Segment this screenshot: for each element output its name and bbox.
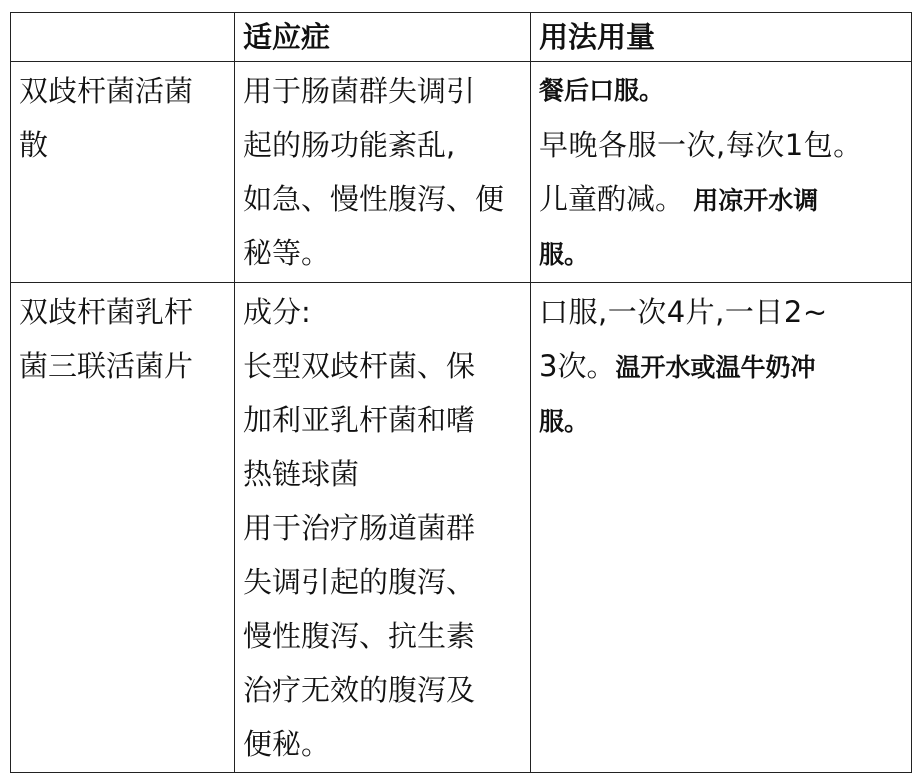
header-row (11, 13, 912, 62)
header-cell-name (11, 13, 235, 62)
indication-line: 用于治疗肠道菌群 (243, 511, 476, 545)
usage-line: 口服,一次4片,一日2~ (539, 295, 828, 329)
usage-cell (531, 62, 912, 283)
indication-line: 加利亚乳杆菌和嗜 (243, 403, 476, 437)
usage-bold-text: 用凉开水调 (693, 186, 819, 215)
indication-line: 慢性腹泻、抗生素 (243, 619, 476, 653)
drug-table (10, 12, 912, 773)
indication-line: 用于肠菌群失调引 (243, 74, 476, 108)
drug-name-cell (11, 62, 235, 283)
usage-text: 儿童酌减。 (539, 182, 685, 216)
table-row (11, 283, 912, 773)
indication-cell (235, 283, 531, 773)
indication-line: 便秘。 (243, 727, 331, 761)
indication-line: 热链球菌 (243, 457, 360, 491)
usage-line: 餐后口服。 (539, 76, 665, 105)
usage-line (539, 172, 903, 228)
usage-text: 3次。 (539, 349, 616, 383)
indication-line: 失调引起的腹泻、 (243, 565, 476, 599)
indication-cell (235, 62, 531, 283)
drug-name-line: 双歧杆菌乳杆 (19, 295, 194, 329)
drug-name-line: 散 (19, 128, 49, 162)
indication-line: 成分: (243, 295, 311, 329)
usage-line (539, 339, 903, 395)
indication-line: 长型双歧杆菌、保 (243, 349, 476, 383)
usage-line: 服。 (539, 240, 590, 269)
drug-name-cell (11, 283, 235, 773)
usage-line: 早晚各服一次,每次1包。 (539, 128, 863, 162)
header-cell-indication: 适应症 (235, 13, 531, 62)
usage-bold-text: 温开水或温牛奶冲 (615, 353, 816, 382)
indication-line: 如急、慢性腹泻、便 (243, 182, 505, 216)
drug-name-line: 双歧杆菌活菌 (19, 74, 194, 108)
table-row (11, 62, 912, 283)
indication-line: 治疗无效的腹泻及 (243, 673, 476, 707)
header-cell-usage: 用法用量 (531, 13, 912, 62)
indication-line: 起的肠功能紊乱, (243, 128, 456, 162)
usage-line: 服。 (539, 407, 590, 436)
indication-line: 秘等。 (243, 236, 331, 270)
drug-name-line: 菌三联活菌片 (19, 349, 194, 383)
usage-cell (531, 283, 912, 773)
